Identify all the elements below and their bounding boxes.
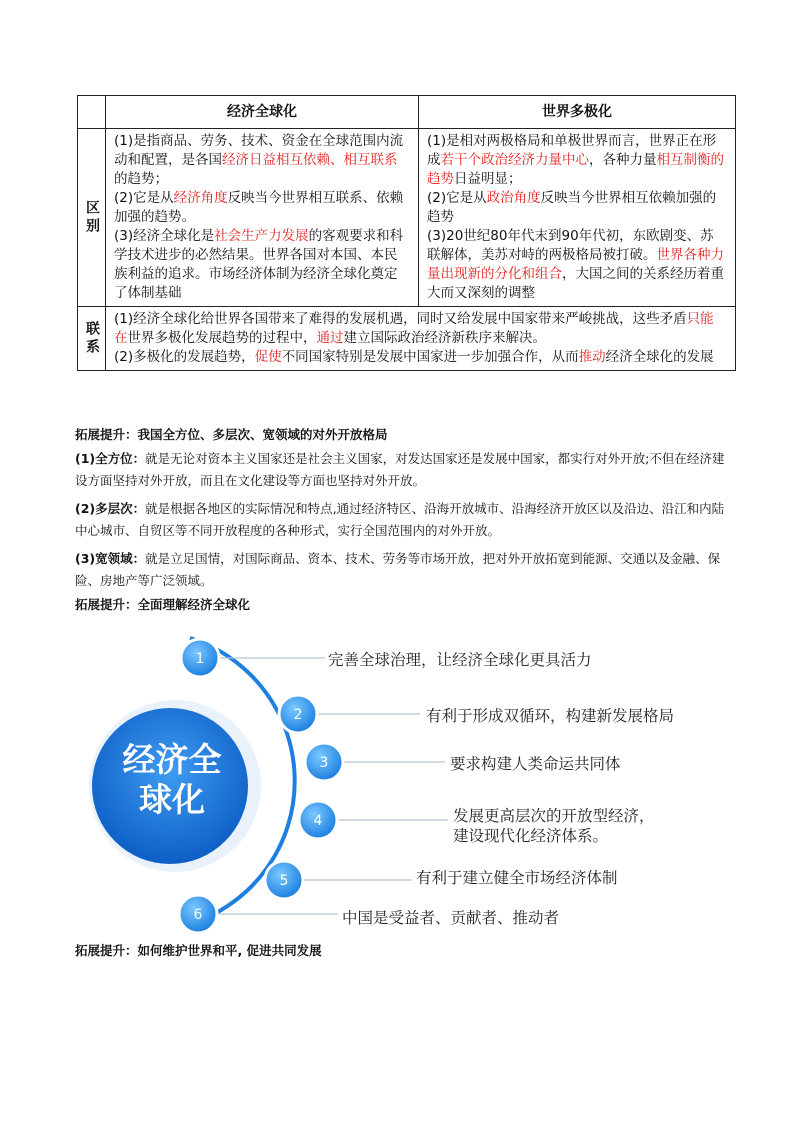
header-globalization: 经济全球化: [106, 96, 419, 129]
table-row-link: [78, 307, 736, 371]
table-corner-cell: [78, 96, 106, 129]
row-label-difference: 区别: [78, 129, 106, 307]
item-body: 就是无论对资本主义国家还是社会主义国家，对发达国家还是发展中国家，都实行对外开放;不但在经济建设方面坚持对外开放，而且在文化建设等方面也坚持对外开放。: [75, 451, 725, 488]
highlight-text: 通过: [316, 330, 344, 346]
difference-globalization-cell: [106, 129, 419, 307]
paragraph: [427, 227, 727, 303]
link-cell: [106, 307, 736, 371]
paragraph: [427, 132, 727, 189]
text-run: (1)经济全球化给世界各国带来了难得的发展机遇，同时又给发展中国家带来严峻挑战，这些矛盾: [114, 311, 687, 327]
text-run: (3)20世纪80年代末到90年代初，东欧剧变、苏联解体，美苏对峙的两极格局被打破。: [427, 228, 714, 263]
text-run: ，大国之间的关系经历着重大而又深刻的调整: [427, 266, 724, 301]
item-term: (2)多层次：: [75, 501, 146, 516]
item-multi-level: [75, 498, 735, 542]
text-run: (2)它是从: [114, 190, 174, 206]
paragraph: [427, 189, 727, 227]
text-run: 日益明显；: [454, 171, 522, 187]
table-header-row: [78, 96, 736, 129]
paragraph: [114, 189, 410, 227]
highlight-text: 社会生产力发展: [214, 228, 309, 244]
highlight-text: 若干个政治经济力量中心: [440, 152, 589, 168]
highlight-text: 促使: [254, 349, 282, 365]
text-run: (1)是相对两极格局和单极世界而言，世界正在形成: [427, 133, 717, 168]
text-run: (3)经济全球化是: [114, 228, 215, 244]
text-run: (2)多极化的发展趋势，: [114, 349, 255, 365]
comparison-table: [77, 95, 736, 371]
node-4-label-2: 建设现代化经济体系。: [453, 827, 609, 845]
highlight-text: 推动: [578, 349, 606, 365]
text-run: 的趋势；: [114, 171, 168, 187]
node-number-5: 5: [279, 873, 289, 889]
highlight-text: 政治角度: [486, 190, 541, 206]
node-number-1: 1: [195, 651, 205, 667]
text-run: 反映当今世界相互依赖加强的趋势: [427, 190, 717, 225]
row-label-link: 联系: [78, 307, 106, 371]
paragraph: [114, 132, 410, 189]
difference-multipolarity-cell: [419, 129, 736, 307]
highlight-text: 只能在: [114, 311, 714, 346]
paragraph: [114, 310, 727, 348]
item-term: (1)全方位：: [75, 451, 146, 466]
node-5-label: 有利于建立健全市场经济体制: [416, 869, 618, 887]
item-term: (3)宽领域：: [75, 551, 146, 566]
item-wide-fields: [75, 548, 735, 592]
highlight-text: 经济日益相互依赖、相互联系: [222, 152, 398, 168]
text-run: 经济全球化的发展: [605, 349, 714, 365]
highlight-text: 经济角度: [173, 190, 228, 206]
section-open-pattern: [75, 424, 735, 616]
text-run: 建立国际政治经济新秩序来解决。: [343, 330, 546, 346]
node-number-6: 6: [193, 907, 203, 923]
text-run: (2)它是从: [427, 190, 487, 206]
text-run: 不同国家特别是发展中国家进一步加强合作，从而: [281, 349, 579, 365]
section-title-peace: 拓展提升：如何维护世界和平, 促进共同发展: [75, 943, 322, 958]
text-run: 世界多极化发展趋势的过程中，: [127, 330, 317, 346]
item-all-directions: [75, 448, 735, 492]
section-title-open-pattern: 拓展提升：我国全方位、多层次、宽领域的对外开放格局: [75, 427, 388, 442]
node-3-label: 要求构建人类命运共同体: [450, 755, 621, 773]
text-run: 的客观要求和科学技术进步的必然结果。世界各国对本国、本民族利益的追求。市场经济体制为经济全球化奠定了体制基础: [114, 228, 404, 301]
paragraph: [114, 348, 727, 367]
text-run: 反映当今世界相互联系、依赖加强的趋势。: [114, 190, 404, 225]
highlight-text: 世界各种力量出现新的分化和组合: [427, 247, 724, 282]
section-title-globalization: 拓展提升：全面理解经济全球化: [75, 597, 251, 612]
node-number-2: 2: [293, 707, 303, 723]
center-label: [92, 740, 252, 820]
item-body: 就是立足国情，对国际商品、资本、技术、劳务等市场开放，把对外开放拓宽到能源、交通以及金融、保险、房地产等广泛领域。: [75, 551, 721, 588]
node-1-label: 完善全球治理，让经济全球化更具活力: [328, 651, 592, 669]
text-run: ，各种力量: [589, 152, 657, 168]
center-label-line2: 球化: [139, 780, 205, 819]
node-6-label: 中国是受益者、贡献者、推动者: [342, 909, 560, 927]
node-4-label: 发展更高层次的开放型经济，: [453, 807, 655, 825]
table-row-difference: [78, 129, 736, 307]
item-body: 就是根据各地区的实际情况和特点,通过经济特区、沿海开放城市、沿海经济开放区以及沿边、沿江和内陆中心城市、自贸区等不同开放程度的各种形式，实行全国范围内的对外开放。: [75, 501, 725, 538]
highlight-text: 相互制衡的趋势: [427, 152, 724, 187]
text-run: (1)是指商品、劳务、技术、资金在全球范围内流动和配置，是各国: [114, 133, 404, 168]
globalization-diagram: [70, 628, 730, 940]
node-number-4: 4: [313, 813, 323, 829]
center-label-line1: 经济全: [122, 740, 222, 779]
node-number-3: 3: [319, 755, 329, 771]
node-2-label: 有利于形成双循环，构建新发展格局: [426, 707, 675, 725]
paragraph: [114, 227, 410, 303]
header-multipolarity: 世界多极化: [419, 96, 736, 129]
